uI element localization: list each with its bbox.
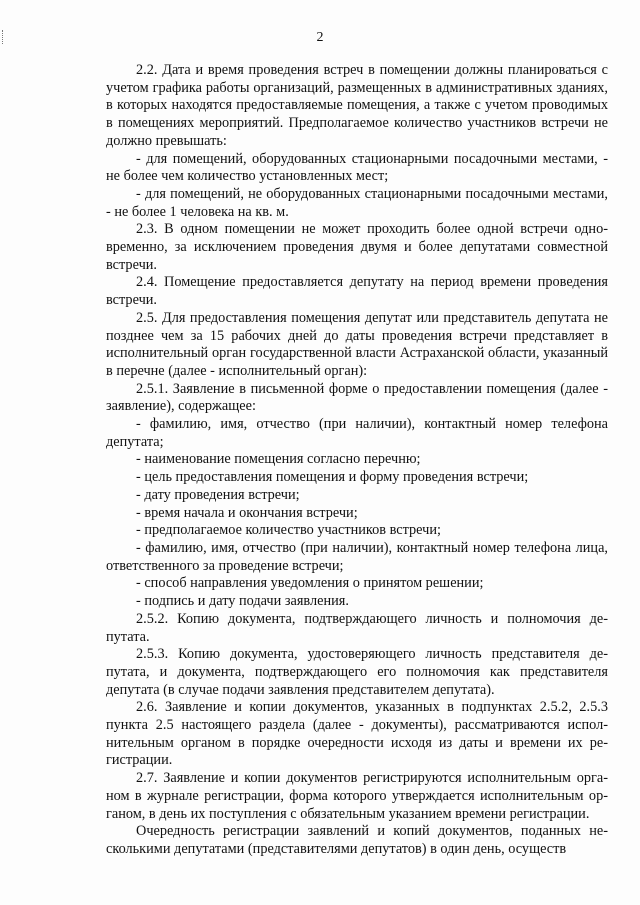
list-item-participants: - предполагаемое количество участников встречи; [136,522,441,539]
paragraph-2-6: 2.6. Заявление и копии документов, указанных в подпунктах 2.5.2, 2.5.3 пункта 2.5 настоящего раздела (далее - документы), рассматриваются исполнительным органом в порядке очередности исходя из даты и времени их регистрации. [106,699,608,769]
list-item-unseated-rooms: - для помещений, не оборудованных стационарными посадочными местами, - не более 1 человека на кв. м. [106,185,608,220]
list-item-seated-rooms: - для помещений, оборудованных стационарными посадочными местами, - не более чем количество установленных мест; [106,150,608,185]
paragraph-registration-order: Очередность регистрации заявлений и копий документов, поданных несколькими депутатами (представителями депутатов) в один день, осуществ [106,823,608,857]
list-item-purpose: - цель предоставления помещения и форму проведения встречи; [136,469,529,486]
paragraph-2-4: 2.4. Помещение предоставляется депутату на период времени проведения встречи. [106,274,608,309]
paragraph-2-5: 2.5. Для предоставления помещения депутат или представитель депутата не позднее чем за 15 рабочих дней до даты проведения встречи представляет в исполнительный орган государственной власти Астраханской области, указанный в перечне (далее - исполнительный орган): [106,309,608,379]
list-item-responsible-person: - фамилию, имя, отчество (при наличии), контактный номер телефона лица, ответственного за проведение встречи; [106,539,608,574]
list-item-time: - время начала и окончания встречи; [136,504,358,521]
paragraph-2-3: 2.3. В одном помещении не может проходить более одной встречи одновременно, за исключением проведения двумя и более депутатами совместной встречи. [106,221,608,273]
paragraph-2-5-2: 2.5.2. Копию документа, подтверждающего личность и полномочия депутата. [106,610,608,645]
list-item-deputy-name: - фамилию, имя, отчество (при наличии), контактный номер телефона депутата; [106,416,608,450]
page-number: 2 [316,30,324,45]
paragraph-2-5-3: 2.5.3. Копию документа, удостоверяющего личность представителя депутата, и документа, подтверждающего его полномочия как представителя депутата (в случае подачи заявления представителем депутата). [106,646,608,698]
paragraph-2-2: 2.2. Дата и время проведения встреч в помещении должны планироваться с учетом графика работы организаций, размещенных в административных зданиях, в которых находятся предоставляемые помещения, а также с учетом проводимых в помещениях мероприятий. Предполагаемое количество участников встречи не должно превышать: [106,62,608,149]
list-item-notification-method: - способ направления уведомления о принятом решении; [136,575,484,592]
paragraph-2-5-1: 2.5.1. Заявление в письменной форме о предоставлении помещения (далее - заявление), содержащее: [106,380,608,415]
list-item-room-name: - наименование помещения согласно перечню; [136,451,421,468]
list-item-signature-date: - подпись и дату подачи заявления. [136,593,349,610]
document-body [106,62,608,859]
paragraph-2-7: 2.7. Заявление и копии документов регистрируются исполнительным органом в журнале регистрации, форма которого утверждается исполнительным органом, в день их поступления с обязательным указанием времени регистрации. [106,770,608,822]
list-item-date: - дату проведения встречи; [136,486,300,503]
